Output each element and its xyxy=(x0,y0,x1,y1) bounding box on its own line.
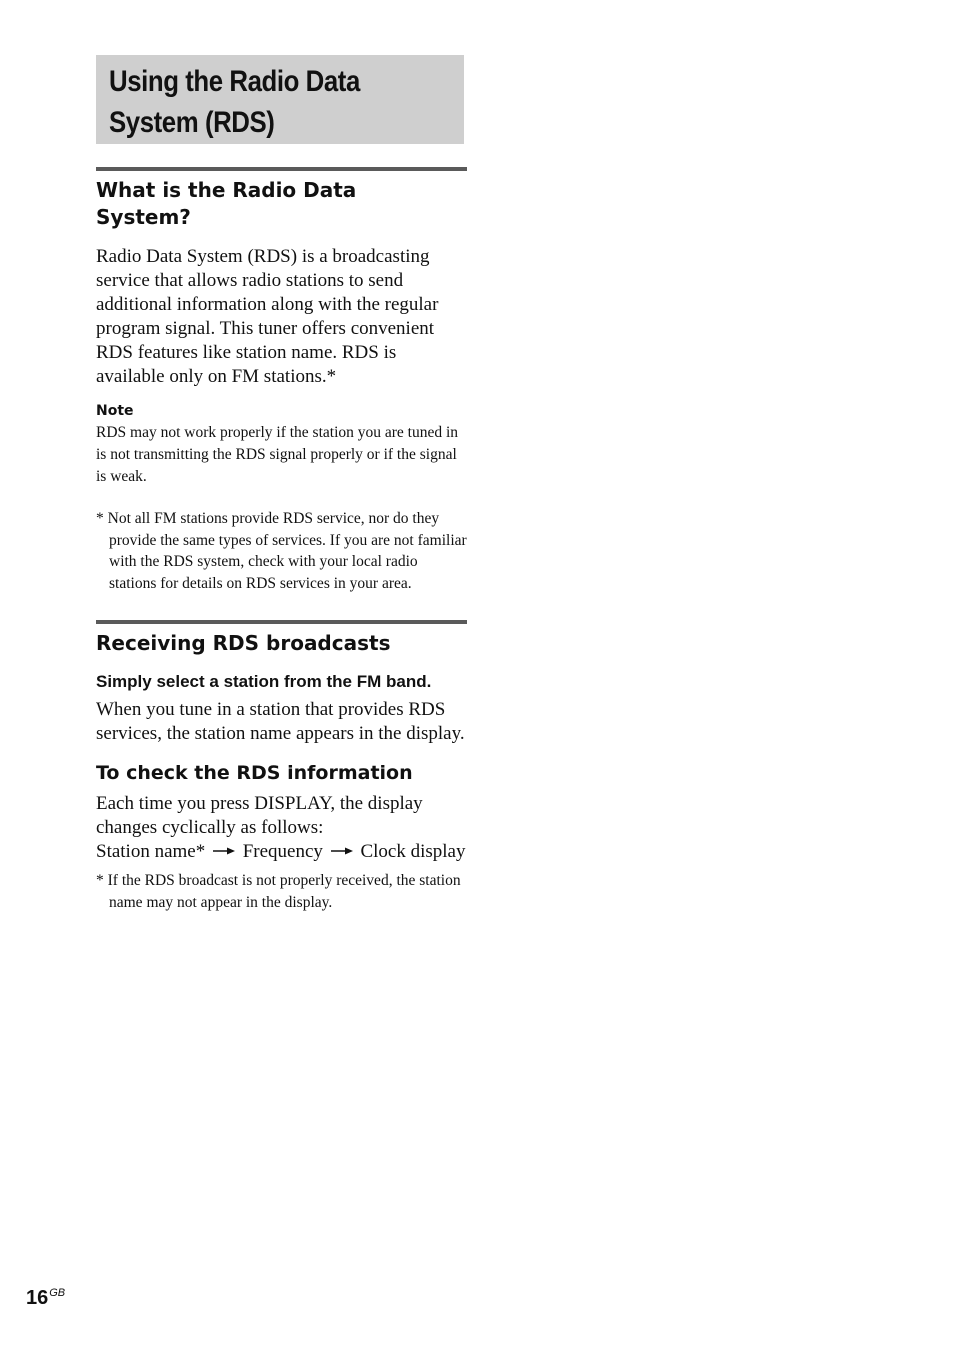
rds-description: Radio Data System (RDS) is a broadcasting service that allows radio stations to send additional information along with the regular program signal. This tuner offers convenient RDS features like station name. RDS is available only on FM stations.* xyxy=(96,246,439,387)
section-heading-what-is-rds xyxy=(96,177,467,231)
note-text: RDS may not work properly if the station you are tuned in is not transmitting the RDS signal properly or if the signal is weak. xyxy=(96,424,459,485)
section-divider-2 xyxy=(96,620,467,624)
page-title-line-1: Using the Radio Data xyxy=(109,65,360,98)
cycle-step-clock-display: Clock display xyxy=(360,841,466,863)
section-heading-line-1: What is the Radio Data xyxy=(96,178,357,202)
cycle-step-frequency: Frequency xyxy=(242,841,323,863)
content-column xyxy=(96,55,467,914)
section-heading-line-2: System? xyxy=(96,205,191,229)
cycle-step-station-name: Station name* xyxy=(96,841,206,863)
note-label: Note xyxy=(96,403,134,419)
arrow-right-icon xyxy=(212,846,236,856)
page-title xyxy=(109,61,414,143)
arrow-right-icon xyxy=(330,846,354,856)
page-number-value: 16 xyxy=(26,1287,49,1309)
display-cycle-description: Each time you press DISPLAY, the display changes cyclically as follows: xyxy=(96,793,423,839)
footnote-rds-reception: * If the RDS broadcast is not properly received, the station name may not appear in the display. xyxy=(96,872,461,911)
instruction-select-station: Simply select a station from the FM band. xyxy=(96,672,432,692)
page-title-line-2: System (RDS) xyxy=(109,106,275,139)
footnote-fm-stations: * Not all FM stations provide RDS service, nor do they provide the same types of services. If you are not familiar with the RDS system, check with your local radio stations for details on RDS services in your area. xyxy=(96,510,467,592)
page-number xyxy=(26,1281,65,1310)
section-heading-receiving-rds: Receiving RDS broadcasts xyxy=(96,631,391,656)
section-divider-1 xyxy=(96,167,467,171)
display-cycle-sequence xyxy=(96,840,467,864)
page-number-suffix: GB xyxy=(49,1287,66,1299)
subheading-check-rds-info: To check the RDS information xyxy=(96,762,413,785)
page-title-box xyxy=(96,55,464,144)
rds-station-name-description: When you tune in a station that provides RDS services, the station name appears in the display. xyxy=(96,699,465,745)
